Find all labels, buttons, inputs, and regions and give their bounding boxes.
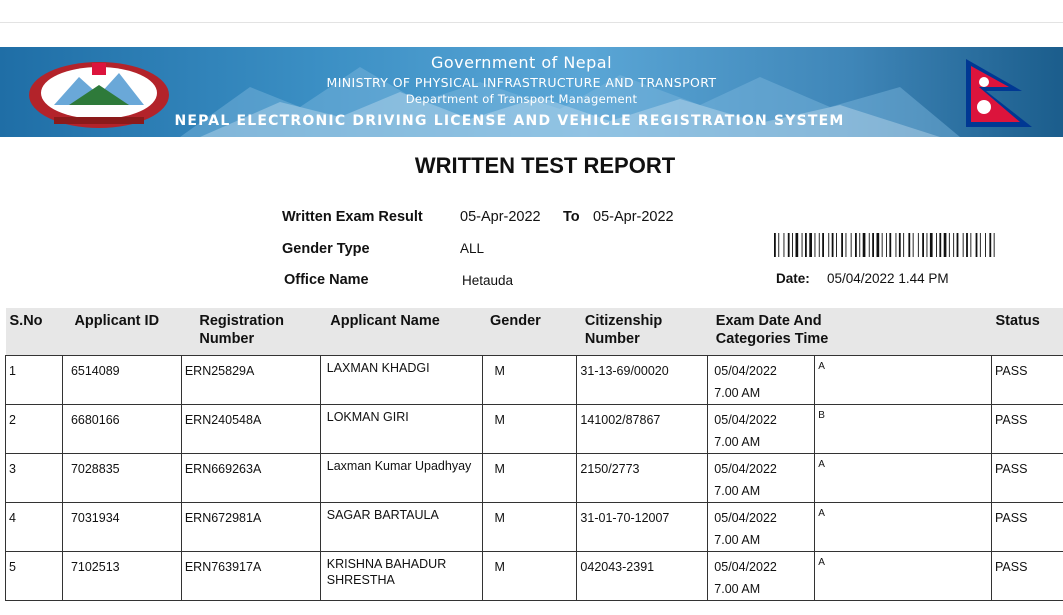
exam-time: 7.00 AM (714, 435, 761, 449)
applicant-name-text: Laxman Kumar Upadhyay (326, 459, 472, 473)
cell-status: PASS (992, 405, 1063, 454)
applicant-name-text: KRISHNA BAHADUR SHRESTHA (326, 557, 447, 587)
cell-sno: 3 (6, 454, 63, 503)
cell-category: A (815, 454, 992, 503)
cell-applicant-name (320, 454, 482, 503)
cell-registration: ERN672981A (181, 503, 320, 552)
cell-gender: M (482, 503, 577, 552)
report-title: WRITTEN TEST REPORT (414, 153, 676, 178)
cell-citizenship: 2150/2773 (577, 454, 708, 503)
table-row (6, 356, 1063, 405)
exam-date: 05/04/2022 (714, 511, 777, 525)
date-value: 05/04/2022 1.44 PM (827, 271, 949, 286)
cell-exam-date (708, 405, 815, 454)
applicant-name-text: SAGAR BARTAULA (326, 508, 439, 522)
cell-gender: M (482, 405, 577, 454)
cell-status: PASS (992, 454, 1063, 503)
cell-category: A (815, 503, 992, 552)
cell-sno: 5 (6, 552, 63, 601)
cell-gender: M (482, 552, 577, 601)
header-exam: Exam Date And Categories Time (708, 308, 992, 356)
cell-registration: ERN669263A (181, 454, 320, 503)
cell-category: A (815, 356, 992, 405)
cell-applicant-name (320, 503, 482, 552)
cell-citizenship: 31-13-69/00020 (577, 356, 708, 405)
applicant-name-text: LAXMAN KHADGI (326, 361, 430, 375)
header-citizenship: Citizenship Number (577, 308, 708, 356)
table-row (6, 405, 1063, 454)
cell-registration: ERN25829A (181, 356, 320, 405)
cell-applicant-name (320, 552, 482, 601)
exam-time: 7.00 AM (714, 484, 761, 498)
exam-date: 05/04/2022 (714, 462, 777, 476)
cell-citizenship: 141002/87867 (577, 405, 708, 454)
gender-type-value: ALL (460, 241, 485, 256)
exam-date: 05/04/2022 (714, 364, 777, 378)
cell-citizenship: 042043-2391 (577, 552, 708, 601)
to-label: To (563, 209, 580, 225)
barcode-icon (774, 233, 996, 257)
cell-category: B (815, 405, 992, 454)
cell-sno: 4 (6, 503, 63, 552)
cell-gender: M (482, 356, 577, 405)
cell-applicant-name (320, 356, 482, 405)
office-name-value: Hetauda (462, 273, 514, 288)
exam-result-label: Written Exam Result (282, 209, 423, 225)
cell-applicant-name (320, 405, 482, 454)
government-title: Government of Nepal (430, 53, 613, 72)
header-sno: S.No (6, 308, 63, 356)
cell-applicant-id: 6514089 (62, 356, 181, 405)
cell-applicant-id: 7031934 (62, 503, 181, 552)
cell-exam-date (708, 356, 815, 405)
cell-gender: M (482, 454, 577, 503)
cell-exam-date (708, 454, 815, 503)
cell-registration: ERN763917A (181, 552, 320, 601)
date-label: Date: (776, 271, 810, 286)
exam-time: 7.00 AM (714, 533, 761, 547)
exam-date: 05/04/2022 (714, 413, 777, 427)
office-name-label: Office Name (284, 272, 369, 288)
nepal-flag-icon (962, 55, 1052, 131)
cell-applicant-id: 7102513 (62, 552, 181, 601)
cell-exam-date (708, 552, 815, 601)
table-row (6, 552, 1063, 601)
department-title: Department of Transport Management (405, 92, 638, 106)
header-registration: Registration Number (181, 308, 320, 356)
ministry-title: MINISTRY OF PHYSICAL INFRASTRUCTURE AND TRANSPORT (326, 75, 717, 90)
exam-time: 7.00 AM (714, 386, 761, 400)
table-header-row (6, 308, 1063, 356)
cell-status: PASS (992, 356, 1063, 405)
cell-sno: 1 (6, 356, 63, 405)
header-gender: Gender (482, 308, 577, 356)
exam-date: 05/04/2022 (714, 560, 777, 574)
top-divider (0, 22, 1063, 23)
header-status: Status (992, 308, 1063, 356)
cell-status: PASS (992, 503, 1063, 552)
table-row (6, 503, 1063, 552)
from-date: 05-Apr-2022 (460, 209, 541, 225)
cell-applicant-id: 6680166 (62, 405, 181, 454)
cell-category: A (815, 552, 992, 601)
to-date: 05-Apr-2022 (593, 209, 674, 225)
gender-type-label: Gender Type (282, 241, 370, 257)
cell-registration: ERN240548A (181, 405, 320, 454)
cell-applicant-id: 7028835 (62, 454, 181, 503)
cell-status: PASS (992, 552, 1063, 601)
cell-sno: 2 (6, 405, 63, 454)
table-row (6, 454, 1063, 503)
header-banner (0, 47, 1063, 137)
header-applicant-id: Applicant ID (62, 308, 181, 356)
header-applicant-name: Applicant Name (320, 308, 482, 356)
cell-exam-date (708, 503, 815, 552)
applicant-name-text: LOKMAN GIRI (326, 410, 409, 424)
system-title: NEPAL ELECTRONIC DRIVING LICENSE AND VEHICLE REGISTRATION SYSTEM (174, 113, 845, 129)
results-table (5, 308, 1063, 601)
exam-time: 7.00 AM (714, 582, 761, 596)
cell-citizenship: 31-01-70-12007 (577, 503, 708, 552)
